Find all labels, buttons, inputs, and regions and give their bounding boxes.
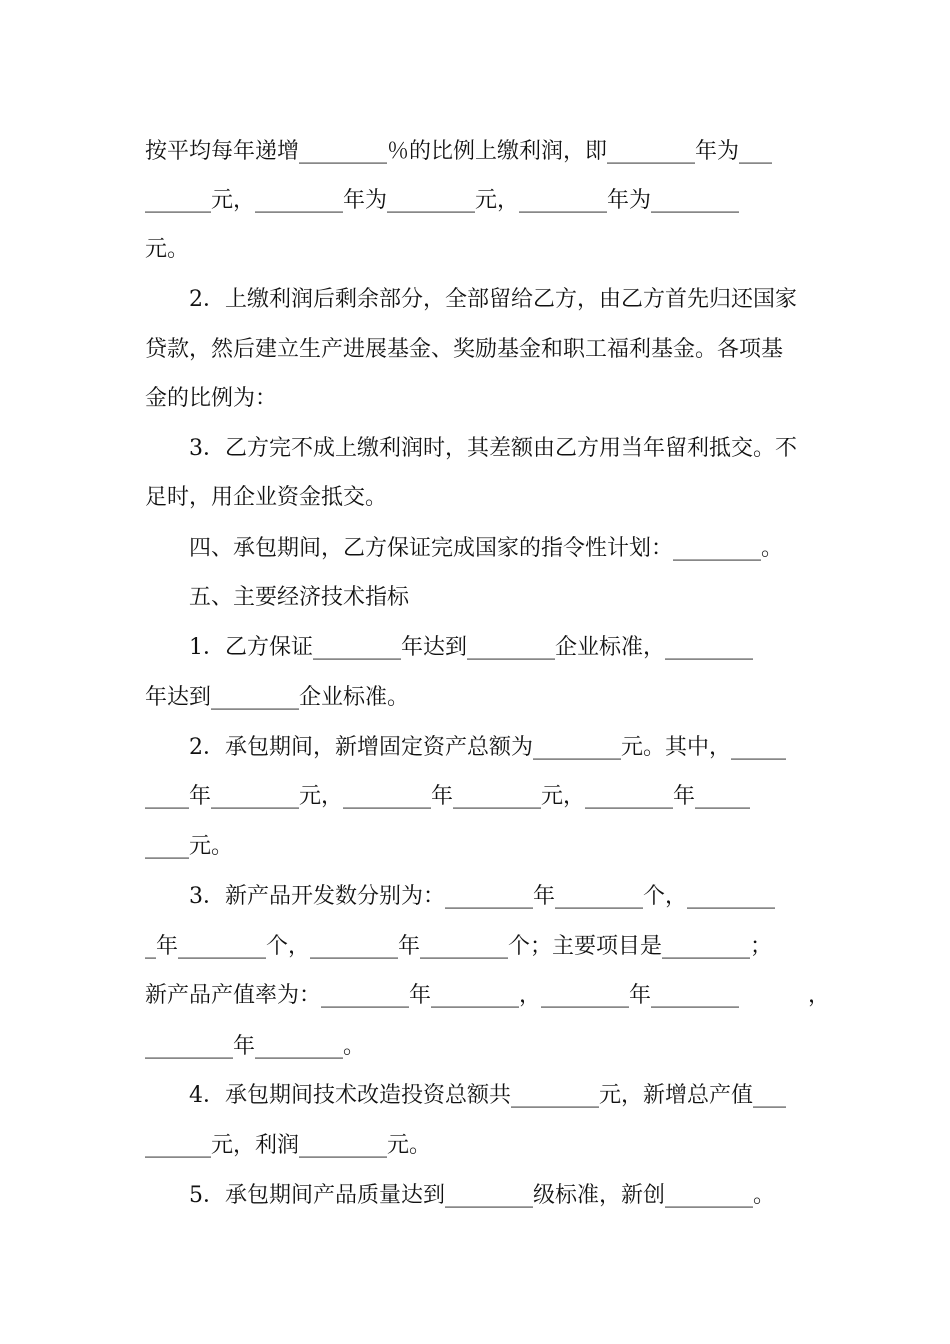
line-text: 五、主要经济技术指标 [189,585,410,610]
text-line [0,628,950,668]
line-text: 新产品产值率为：________年________，________年________ [145,983,740,1008]
text-line [0,1176,950,1216]
text-line [0,927,950,967]
line-text: ________年________。 [145,1034,366,1059]
text-line [0,132,950,172]
line-text: 按平均每年递增________％的比例上缴利润，即________年为___ [145,139,773,164]
line-text: 3．新产品开发数分别为：________年________个，________ [189,884,775,909]
line-text: 贷款，然后建立生产进展基金、奖励基金和职工福利基金。各项基 [145,337,784,362]
text-line [0,429,950,469]
text-line [0,777,950,817]
line-text: 2．上缴利润后剩余部分，全部留给乙方，由乙方首先归还国家 [189,287,797,312]
line-text: ______元，利润________元。 [145,1133,432,1158]
line-text: 金的比例为： [145,386,278,411]
text-line [0,280,950,320]
line-text: 年达到________企业标准。 [145,685,410,710]
line-text: ____年________元，________年________元，________年_____ [145,784,751,809]
text-line [0,877,950,917]
text-line [0,529,950,569]
section-heading [0,578,950,618]
text-line [0,1027,950,1067]
text-line [0,181,950,221]
text-line [0,478,950,518]
line-text: ____元。 [145,834,234,859]
line-text: 4．承包期间技术改造投资总额共________元，新增总产值___ [189,1083,786,1108]
line-text: 2．承包期间，新增固定资产总额为________元。其中，_____ [189,735,786,760]
text-line [0,1126,950,1166]
line-text: ______元，________年为________元，________年为________ [145,188,740,213]
text-line [0,379,950,419]
line-text: 3．乙方完不成上缴利润时，其差额由乙方用当年留利抵交。不 [189,436,797,461]
text-line [0,1076,950,1116]
text-line [0,728,950,768]
line-text: 元。 [145,237,190,262]
text-line [0,230,950,270]
line-text: 足时，用企业资金抵交。 [145,485,388,510]
text-line [0,678,950,718]
line-text: 5．承包期间产品质量达到________级标准，新创________。 [189,1183,775,1208]
line-text: _年________个，________年________个；主要项目是________； [145,934,773,959]
line-trailing-punctuation: ， [808,983,831,1008]
line-text: 1．乙方保证________年达到________企业标准，________ [189,635,753,660]
text-line [0,976,950,1016]
text-line [0,330,950,370]
text-line [0,827,950,867]
line-text: 四、承包期间，乙方保证完成国家的指令性计划：________。 [189,536,784,561]
